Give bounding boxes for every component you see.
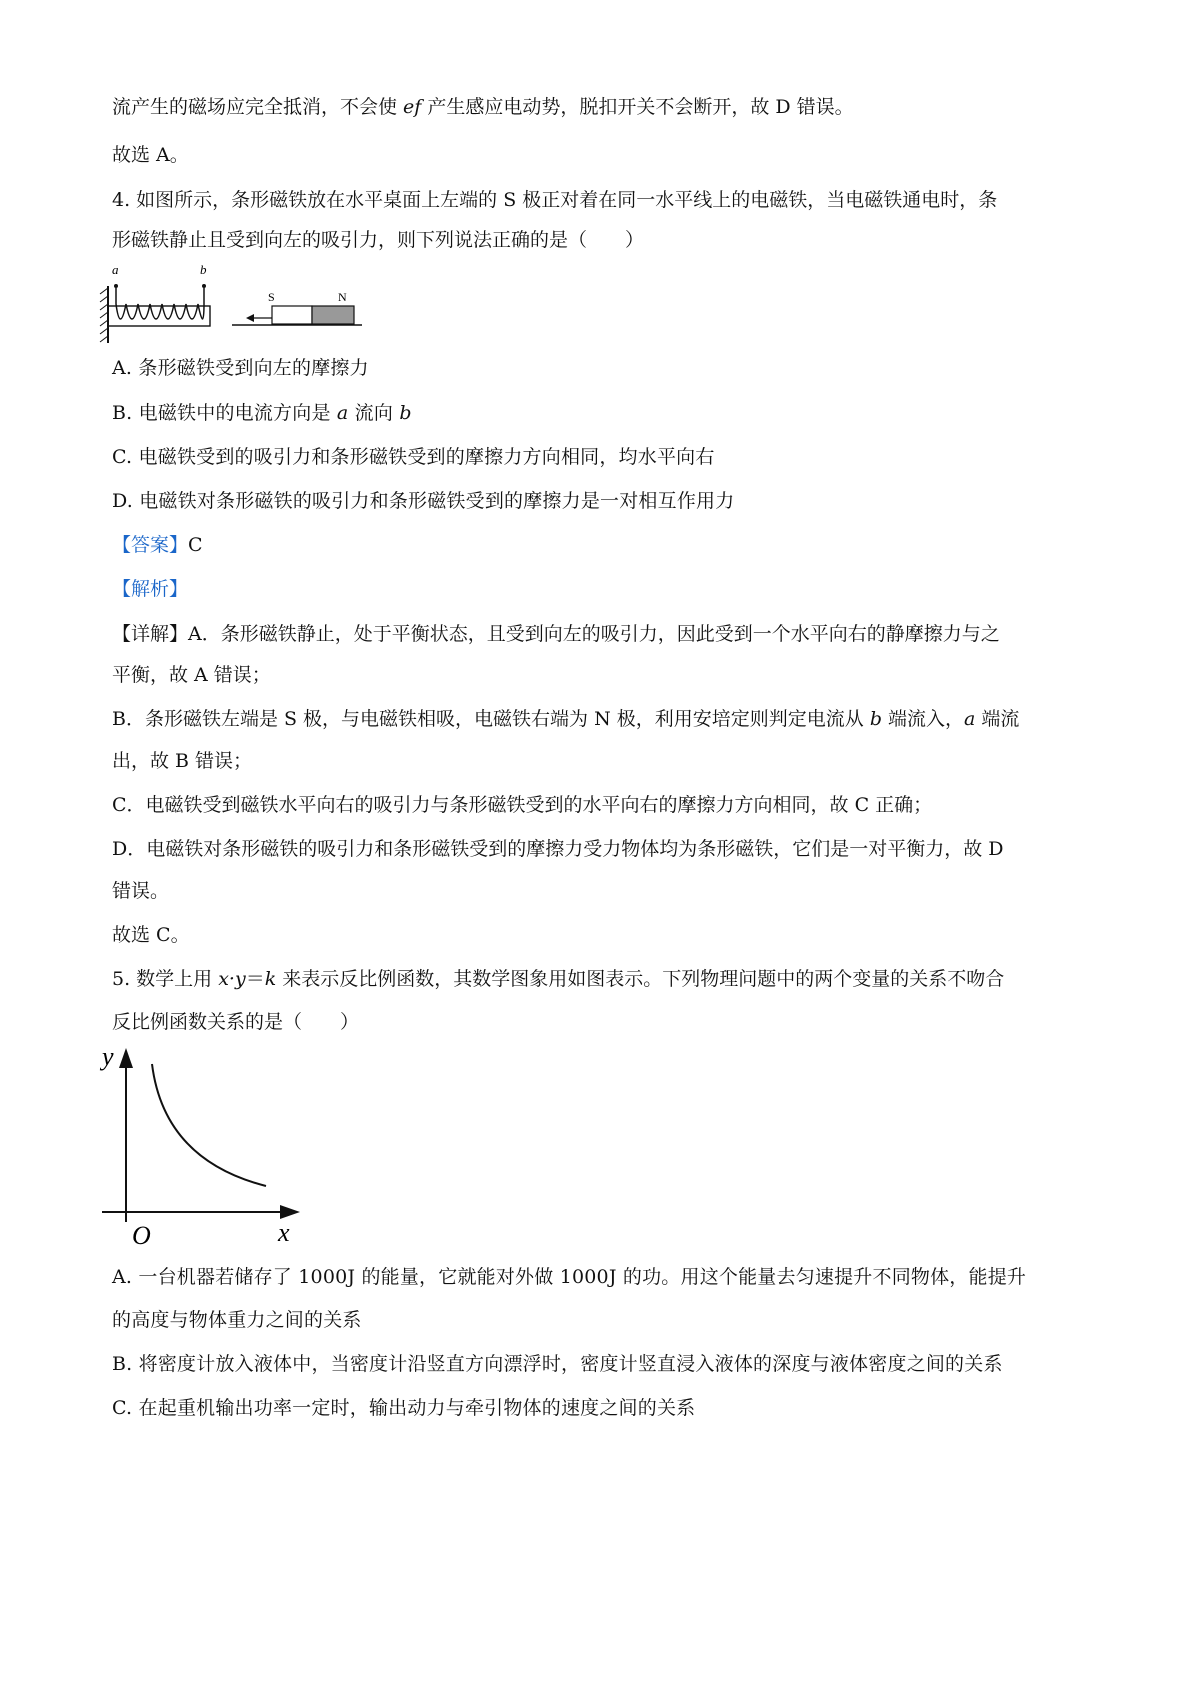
text-line: 故选 C。 bbox=[112, 924, 190, 946]
q4-option-c: C. 电磁铁受到的吸引力和条形磁铁受到的摩擦力方向相同，均水平向右 bbox=[112, 446, 715, 468]
q5-stem: 反比例函数关系的是（ ） bbox=[112, 1011, 360, 1033]
q4-option-b bbox=[112, 400, 412, 426]
magnet-s-half bbox=[272, 306, 312, 324]
answer-value: C bbox=[188, 534, 203, 556]
text-segment: B．条形磁铁左端是 S 极，与电磁铁相吸，电磁铁右端为 N 极，利用安培定则判定电流从 bbox=[112, 708, 870, 730]
q4-stem: 形磁铁静止且受到向左的吸引力，则下列说法正确的是（ ） bbox=[112, 229, 645, 251]
text-segment: 流向 bbox=[348, 402, 400, 424]
text-line: 故选 A。 bbox=[112, 144, 189, 166]
y-label: y bbox=[102, 1042, 114, 1071]
label-b: b bbox=[200, 262, 207, 277]
text-segment: 产生感应电动势，脱扣开关不会断开，故 D 错误。 bbox=[421, 96, 854, 118]
text-segment: B. 电磁铁中的电流方向是 bbox=[112, 402, 337, 424]
text-italic: ef bbox=[403, 96, 422, 118]
q5-option-a-cont: 的高度与物体重力之间的关系 bbox=[112, 1309, 362, 1331]
analysis-tag: 【解析】 bbox=[112, 578, 189, 600]
x-label: x bbox=[278, 1218, 290, 1247]
wall-hatch bbox=[100, 288, 108, 342]
answer-line bbox=[112, 532, 203, 558]
hyperbola-curve bbox=[152, 1064, 266, 1186]
q4-figure bbox=[100, 258, 370, 348]
detail-tag: 【详解】 bbox=[112, 623, 189, 645]
detail-line: 错误。 bbox=[112, 880, 170, 902]
label-s: S bbox=[268, 290, 275, 304]
q5-graph bbox=[98, 1040, 338, 1255]
analysis-line bbox=[112, 576, 188, 602]
text-segment: 端流 bbox=[975, 708, 1020, 730]
terminal-b bbox=[202, 284, 206, 288]
label-n: N bbox=[338, 290, 347, 304]
label-a: a bbox=[112, 262, 119, 277]
detail-line: 出，故 B 错误； bbox=[112, 750, 253, 772]
detail-line: C．电磁铁受到磁铁水平向右的吸引力与条形磁铁受到的水平向右的摩擦力方向相同，故 C 正确； bbox=[112, 794, 933, 816]
text-line bbox=[112, 94, 854, 120]
q4-option-a: A. 条形磁铁受到向左的摩擦力 bbox=[112, 357, 369, 379]
q5-option-b: B. 将密度计放入液体中，当密度计沿竖直方向漂浮时，密度计竖直浸入液体的深度与液体密度之间的关系 bbox=[112, 1353, 1003, 1375]
text-italic: a bbox=[964, 708, 976, 730]
detail-line bbox=[112, 621, 1000, 647]
coil bbox=[116, 288, 204, 319]
text-segment: A．条形磁铁静止，处于平衡状态，且受到向左的吸引力，因此受到一个水平向右的静摩擦力与之 bbox=[188, 623, 1000, 645]
detail-line: 平衡，故 A 错误； bbox=[112, 664, 271, 686]
answer-tag: 【答案】 bbox=[112, 534, 189, 556]
text-italic: a bbox=[336, 402, 349, 424]
detail-line: D．电磁铁对条形磁铁的吸引力和条形磁铁受到的摩擦力受力物体均为条形磁铁，它们是一对平衡力，故 D bbox=[112, 838, 1004, 860]
origin-label: O bbox=[132, 1221, 151, 1250]
text-segment: 5. 数学上用 bbox=[112, 968, 219, 990]
x-axis-arrow bbox=[280, 1205, 300, 1219]
text-segment: 来表示反比例函数，其数学图象用如图表示。下列物理问题中的两个变量的关系不吻合 bbox=[276, 968, 1005, 990]
text-segment: 流产生的磁场应完全抵消，不会使 bbox=[112, 96, 404, 118]
terminal-a bbox=[114, 284, 118, 288]
q5-option-a: A. 一台机器若储存了 1000J 的能量，它就能对外做 1000J 的功。用这个能量去匀速提升不同物体，能提升 bbox=[112, 1266, 1027, 1288]
text-italic: x·y bbox=[218, 968, 246, 990]
q5-option-c: C. 在起重机输出功率一定时，输出动力与牵引物体的速度之间的关系 bbox=[112, 1397, 696, 1419]
text-segment: ＝ bbox=[245, 968, 265, 990]
q4-stem: 4. 如图所示，条形磁铁放在水平桌面上左端的 S 极正对着在同一水平线上的电磁铁，当电磁铁通电时，条 bbox=[112, 189, 998, 211]
text-italic: b bbox=[399, 402, 412, 424]
detail-line bbox=[112, 706, 1019, 732]
magnet-n-half bbox=[312, 306, 354, 324]
q5-stem bbox=[112, 966, 1004, 992]
y-axis-arrow bbox=[119, 1048, 133, 1068]
arrow-head bbox=[246, 314, 254, 322]
text-italic: b bbox=[869, 708, 882, 730]
q4-option-d: D. 电磁铁对条形磁铁的吸引力和条形磁铁受到的摩擦力是一对相互作用力 bbox=[112, 490, 735, 512]
text-italic: k bbox=[264, 968, 277, 990]
text-segment: 端流入， bbox=[881, 708, 965, 730]
